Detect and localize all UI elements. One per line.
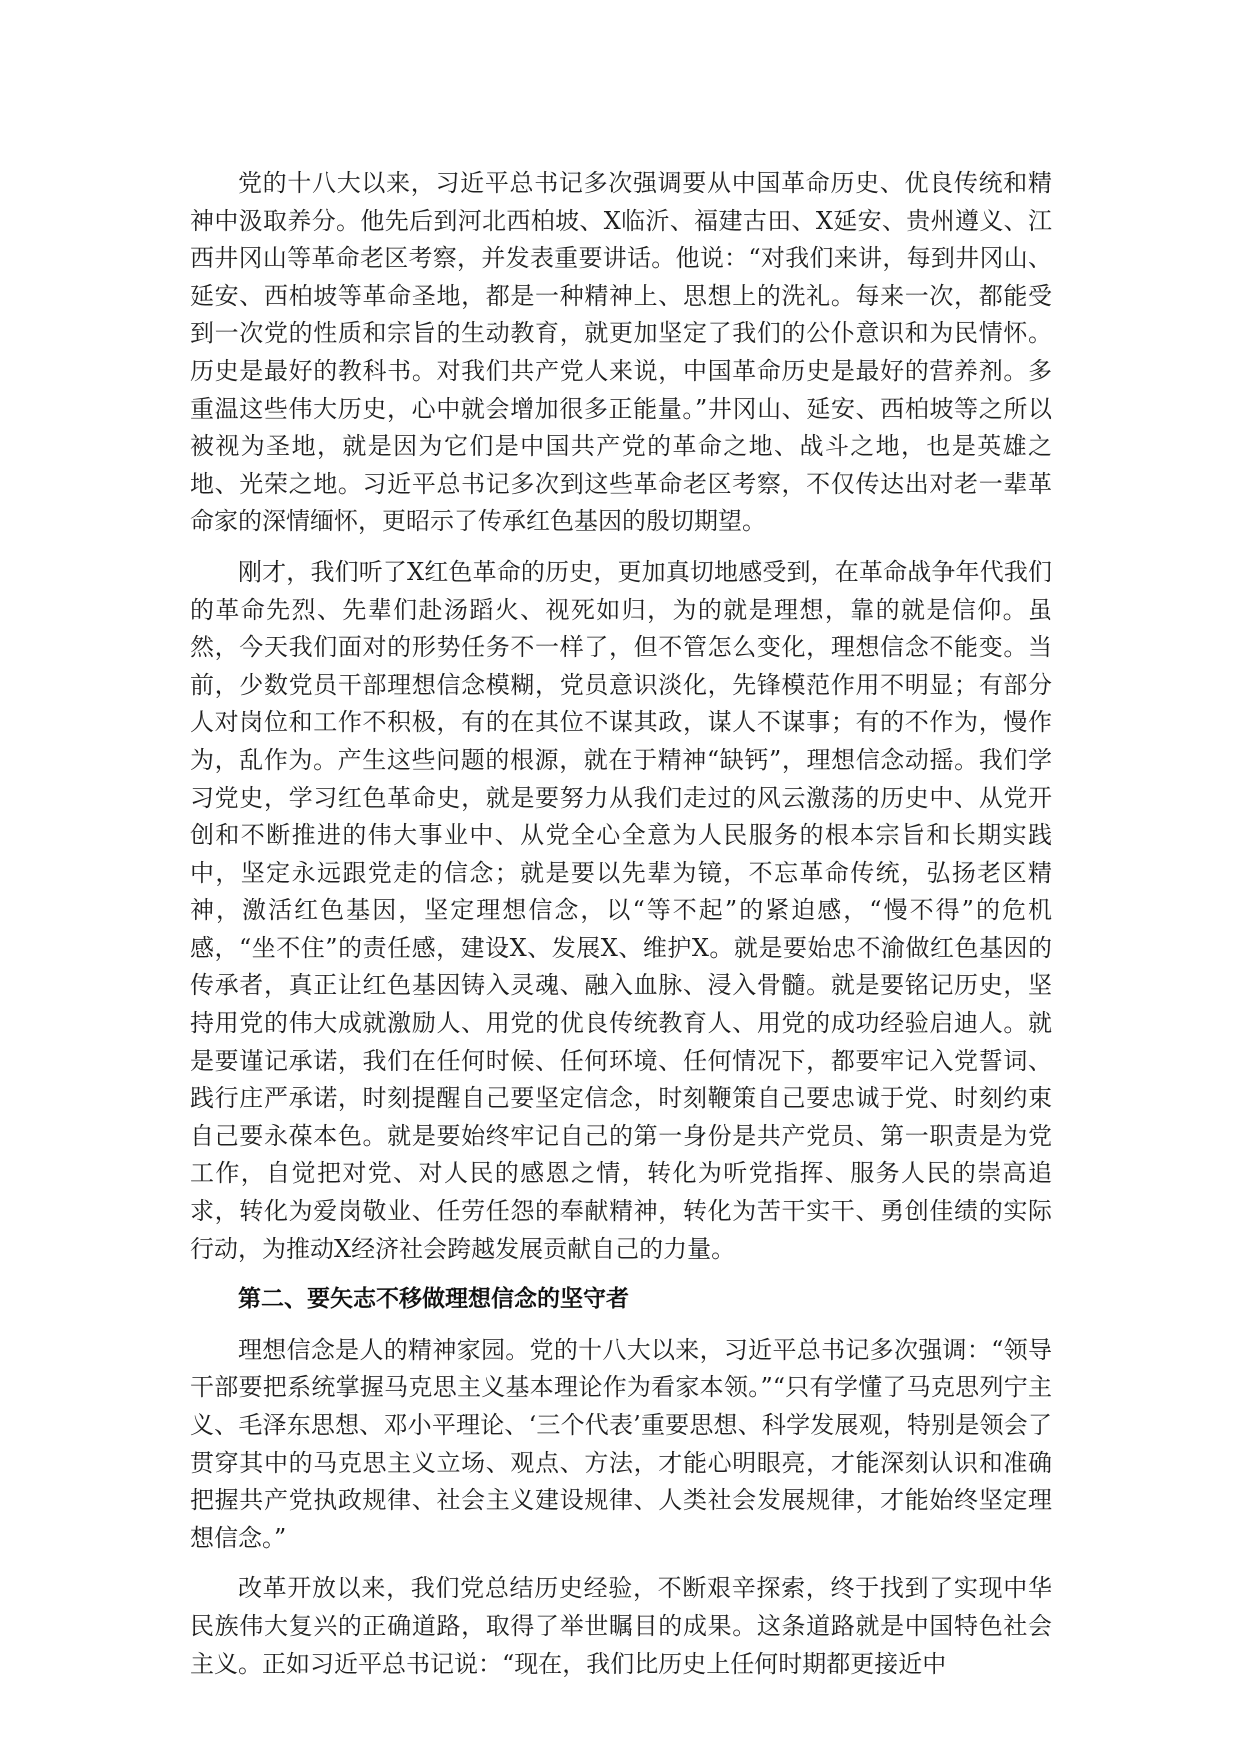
document-body: [190, 165, 1052, 1683]
section-heading: 第二、要矢志不移做理想信念的坚守者: [238, 1286, 629, 1313]
paragraph-red-gene: 刚才，我们听了X红色革命的历史，更加真切地感受到，在革命战争年代我们的革命先烈、先辈们赴汤蹈火、视死如归，为的就是理想，靠的就是信仰。虽然，今天我们面对的形势任务不一样了，但不管怎么变化，理想信念不能变。当前，少数党员干部理想信念模糊，党员意识淡化，先锋模范作用不明显；有部分人对岗位和工作不积极，有的在其位不谋其政，谋人不谋事；有的不作为，慢作为，乱作为。产生这些问题的根源，就在于精神“缺钙”，理想信念动摇。我们学习党史，学习红色革命史，就是要努力从我们走过的风云激荡的历史中、从党开创和不断推进的伟大事业中、从党全心全意为人民服务的根本宗旨和长期实践中，坚定永远跟党走的信念；就是要以先辈为镜，不忘革命传统，弘扬老区精神，激活红色基因，坚定理想信念，以“等不起”的紧迫感，“慢不得”的危机感，“坐不住”的责任感，建设X、发展X、维护X。就是要始忠不渝做红色基因的传承者，真正让红色基因铸入灵魂、融入血脉、浸入骨髓。就是要铭记历史，坚持用党的伟大成就激励人、用党的优良传统教育人、用党的成功经验启迪人。就是要谨记承诺，我们在任何时候、任何环境、任何情况下，都要牢记入党誓词、践行庄严承诺，时刻提醒自己要坚定信念，时刻鞭策自己要忠诚于党、时刻约束自己要永葆本色。就是要始终牢记自己的第一身份是共产党员、第一职责是为党工作，自觉把对党、对人民的感恩之情，转化为听党指挥、服务人民的崇高追求，转化为爱岗敬业、任劳任怨的奉献精神，转化为苦干实干、勇创佳绩的实际行动，为推动X经济社会跨越发展贡献自己的力量。: [190, 557, 1052, 1263]
paragraph-reform-opening: 改革开放以来，我们党总结历史经验，不断艰辛探索，终于找到了实现中华民族伟大复兴的正确道路，取得了举世瞩目的成果。这条道路就是中国特色社会主义。正如习近平总书记说：“现在，我们比历史上任何时期都更接近中: [190, 1574, 1052, 1678]
paragraph-revolution-history: 党的十八大以来，习近平总书记多次强调要从中国革命历史、优良传统和精神中汲取养分。他先后到河北西柏坡、X临沂、福建古田、X延安、贵州遵义、江西井冈山等革命老区考察，并发表重要讲话。他说：“对我们来讲，每到井冈山、延安、西柏坡等革命圣地，都是一种精神上、思想上的洗礼。每来一次，都能受到一次党的性质和宗旨的生动教育，就更加坚定了我们的公仆意识和为民情怀。历史是最好的教科书。对我们共产党人来说，中国革命历史是最好的营养剂。多重温这些伟大历史，心中就会增加很多正能量。”井冈山、延安、西柏坡等之所以被视为圣地，就是因为它们是中国共产党的革命之地、战斗之地，也是英雄之地、光荣之地。习近平总书记多次到这些革命老区考察，不仅传达出对老一辈革命家的深情缅怀，更昭示了传承红色基因的殷切期望。: [190, 169, 1052, 536]
paragraph-ideals-beliefs: 理想信念是人的精神家园。党的十八大以来，习近平总书记多次强调：“领导干部要把系统掌握马克思主义基本理论作为看家本领。”“只有学懂了马克思列宁主义、毛泽东思想、邓小平理论、‘三个代表’重要思想、科学发展观，特别是领会了贯穿其中的马克思主义立场、观点、方法，才能心明眼亮，才能深刻认识和准确把握共产党执政规律、社会主义建设规律、人类社会发展规律，才能始终坚定理想信念。”: [190, 1335, 1052, 1552]
